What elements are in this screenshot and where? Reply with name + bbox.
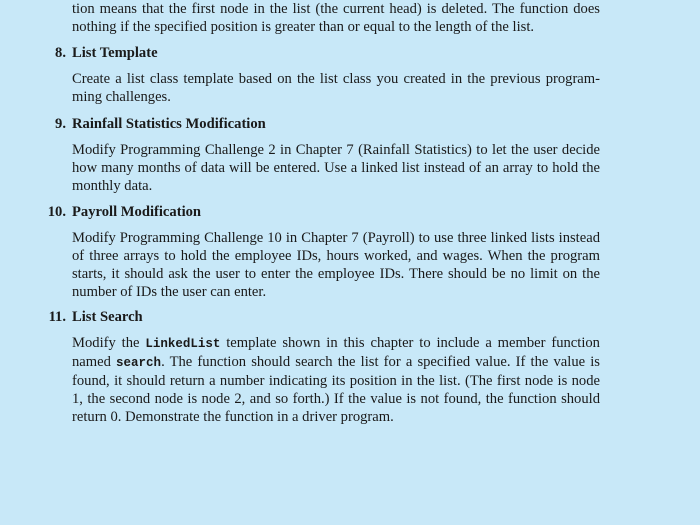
- exercise-title: List Search: [72, 309, 143, 325]
- exercise-number: 10.: [47, 204, 66, 220]
- body-text: . The function should search the list for a specified value. If the value is found, it should return a number indicating its position in the list. (The first node is node 1, the second node is node 2, and so forth.) If the value is not found, the function should return 0. Demonstrate the function in a driver program.: [72, 354, 600, 425]
- exercise-title: Rainfall Statistics Modification: [72, 116, 266, 132]
- exercise-number: 9.: [55, 116, 66, 132]
- exercise-title: List Template: [72, 45, 158, 61]
- intro-paragraph: tion means that the first node in the list (the current head) is deleted. The function does nothing if the specified position is greater than or equal to the length of the list.: [72, 1, 600, 35]
- exercise-body: Modify Programming Challenge 10 in Chapter 7 (Payroll) to use three linked lists instead of three arrays to hold the employee IDs, hours worked, and wages. When the program starts, it should ask the user to enter the employee IDs. There should be no limit on the number of IDs the user can enter.: [72, 230, 600, 300]
- code-search: search: [116, 356, 162, 370]
- exercise-body: Modify Programming Challenge 2 in Chapter 7 (Rainfall Statistics) to let the user decide how many months of data will be entered. Use a linked list instead of an array to hold the monthly data.: [72, 142, 600, 194]
- body-text: template shown in this chapter to include a member function named: [72, 335, 600, 370]
- exercise-body: Create a list class template based on the list class you created in the previous program-ming challenges.: [72, 71, 600, 105]
- code-linkedlist: LinkedList: [145, 337, 221, 351]
- exercise-title: Payroll Modification: [72, 204, 202, 220]
- exercise-number: 8.: [55, 45, 66, 61]
- exercise-body: [72, 334, 600, 426]
- exercise-number: 11.: [48, 309, 66, 325]
- body-text: Modify the: [72, 335, 146, 351]
